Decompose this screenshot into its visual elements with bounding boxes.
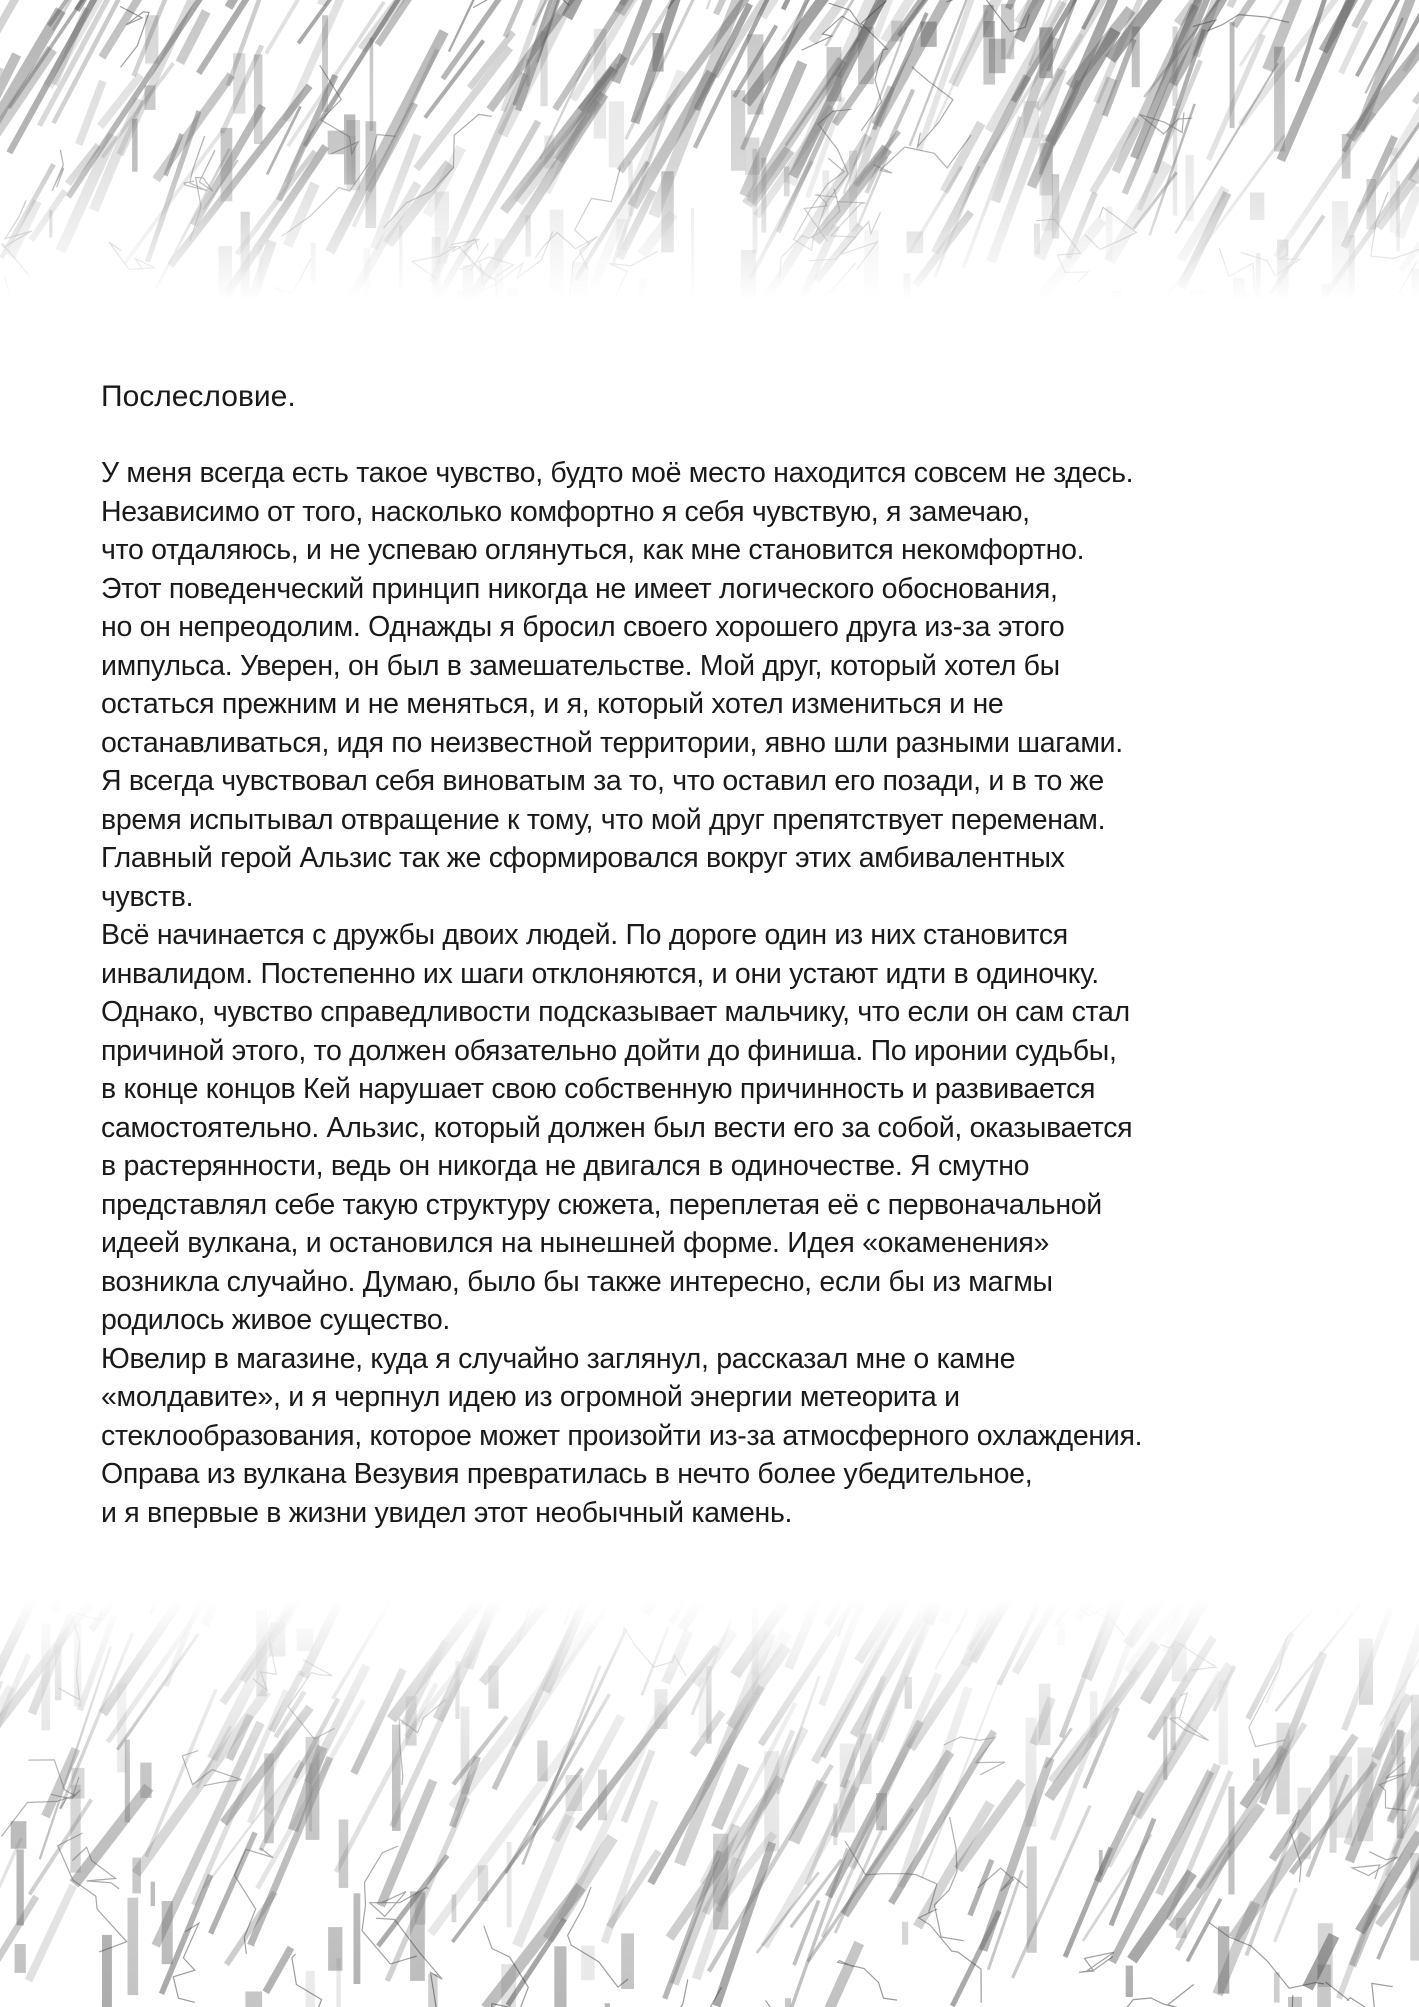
- top-grunge-texture: [0, 0, 1419, 300]
- text-line: стеклообразования, которое может произойти из-за атмосферного охлаждения.: [101, 1419, 1143, 1452]
- text-line: Оправа из вулкана Везувия превратилась в нечто более убедительное,: [101, 1458, 1033, 1490]
- text-line: Ювелир в магазине, куда я случайно заглянул, рассказал мне о камне: [101, 1342, 1016, 1375]
- text-line: Независимо от того, насколько комфортно я себя чувствую, я замечаю,: [101, 495, 1030, 528]
- text-line: возникла случайно. Думаю, было бы также интересно, если бы из магмы: [101, 1265, 1053, 1298]
- text-line: Я всегда чувствовал себя виноватым за то, что оставил его позади, и в то же: [101, 765, 1104, 797]
- text-line: инвалидом. Постепенно их шаги отклоняются, и они устают идти в одиночку.: [101, 957, 1099, 990]
- text-line: Однако, чувство справедливости подсказывает мальчику, что если он сам стал: [101, 996, 1130, 1028]
- text-line: время испытывал отвращение к тому, что мой друг препятствует переменам.: [101, 803, 1106, 836]
- bottom-texture-svg: [0, 1600, 1419, 2007]
- text-line: чувств.: [101, 880, 194, 913]
- text-line: останавливаться, идя по неизвестной территории, явно шли разными шагами.: [101, 726, 1123, 759]
- text-line: импульса. Уверен, он был в замешательстве. Мой друг, который хотел бы: [101, 649, 1060, 682]
- text-line: представлял себе такую структуру сюжета, переплетая её с первоначальной: [101, 1188, 1102, 1221]
- text-line: остаться прежним и не меняться, и я, который хотел измениться и не: [101, 688, 1004, 720]
- text-line: в растерянности, ведь он никогда не двигался в одиночестве. Я смутно: [101, 1150, 1030, 1182]
- text-line: родилось живое существо.: [101, 1304, 451, 1336]
- text-line: идеей вулкана, и остановился на нынешней форме. Идея «окаменения»: [101, 1227, 1050, 1259]
- text-line: Этот поведенческий принцип никогда не имеет логического обоснования,: [101, 572, 1058, 605]
- text-line: самостоятельно. Альзис, который должен был вести его за собой, оказывается: [101, 1111, 1133, 1144]
- afterword-body: [101, 454, 1341, 1532]
- text-line: У меня всегда есть такое чувство, будто моё место находится совсем не здесь.: [101, 457, 1134, 489]
- text-line: Всё начинается с дружбы двоих людей. По дороге один из них становится: [101, 919, 1068, 951]
- text-line: в конце концов Кей нарушает свою собственную причинность и развивается: [101, 1073, 1096, 1105]
- text-line: причиной этого, то должен обязательно дойти до финиша. По иронии судьбы,: [101, 1034, 1117, 1067]
- text-line: Главный герой Альзис так же сформировался вокруг этих амбивалентных: [101, 842, 1065, 874]
- bottom-grunge-texture: [0, 1600, 1419, 2007]
- text-line: но он непреодолим. Однажды я бросил своего хорошего друга из-за этого: [101, 611, 1065, 643]
- afterword-title: Послесловие.: [101, 380, 296, 413]
- text-line: «молдавите», и я черпнул идею из огромной энергии метеорита и: [101, 1381, 960, 1413]
- top-texture-svg: [0, 0, 1419, 300]
- text-line: и я впервые в жизни увидел этот необычный камень.: [101, 1496, 793, 1529]
- text-line: что отдаляюсь, и не успеваю оглянуться, как мне становится некомфортно.: [101, 534, 1085, 566]
- afterword-text-block: [101, 378, 1341, 1532]
